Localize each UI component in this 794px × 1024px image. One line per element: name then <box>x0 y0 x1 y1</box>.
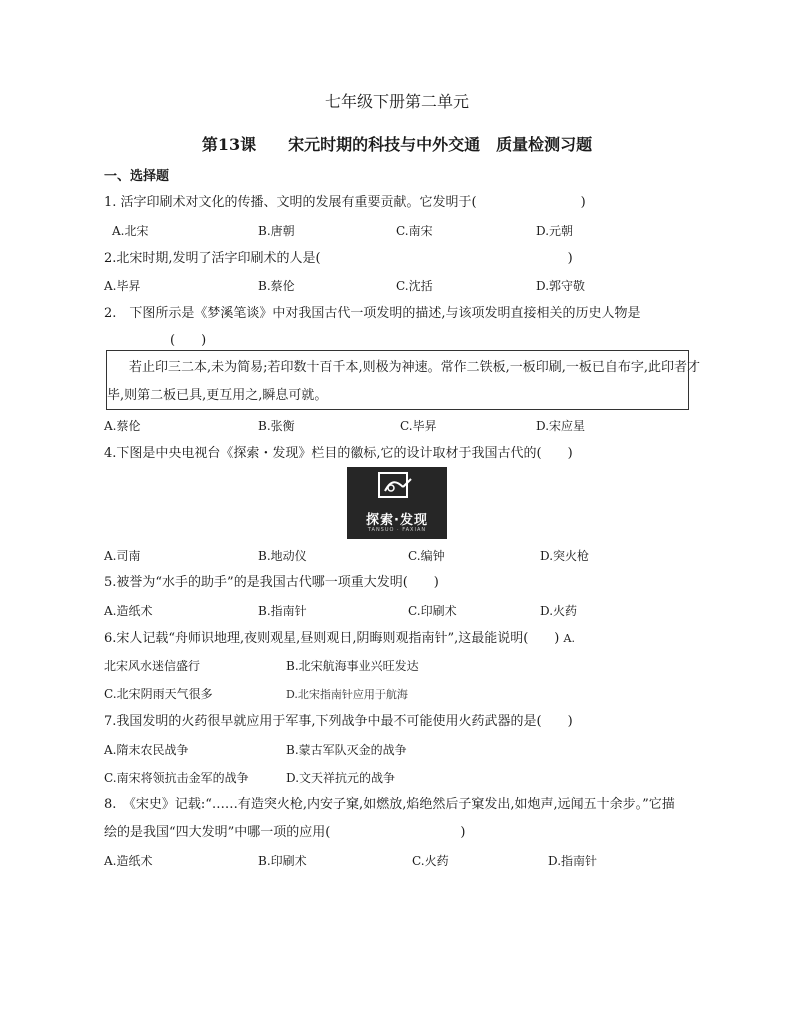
question-5-stem: 5.被誉为“水手的助手”的是我国古代哪一项重大发明( ) <box>104 575 439 590</box>
q3-option-d: D.宋应星 <box>536 419 586 433</box>
q7-option-b: B.蒙古军队灭金的战争 <box>286 743 407 757</box>
q5-option-c: C.印刷术 <box>408 604 457 618</box>
q1-option-b: B.唐朝 <box>258 224 295 238</box>
q4-option-c: C.编钟 <box>408 549 445 563</box>
q2-option-b: B.蔡伦 <box>258 279 295 293</box>
question-3-paren: ( ) <box>170 333 207 348</box>
q4-option-a: A.司南 <box>104 549 141 563</box>
q5-option-a: A.造纸术 <box>104 604 153 618</box>
q6-option-b: B.北宋航海事业兴旺发达 <box>286 659 419 673</box>
question-8-stem-line-2: 绘的是我国“四大发明”中哪一项的应用( ) <box>104 825 466 840</box>
q6-option-c: C.北宋阴雨天气很多 <box>104 687 213 701</box>
q8-option-c: C.火药 <box>412 854 449 868</box>
q7-option-a: A.隋末农民战争 <box>104 743 189 757</box>
question-8-stem-line-1: 8. 《宋史》记载:“……有造突火枪,内安子窠,如燃放,焰绝然后子窠发出,如炮声,远闻五十余步。”它描 <box>104 797 675 812</box>
q2-option-c: C.沈括 <box>396 279 433 293</box>
document-title: 七年级下册第二单元 <box>324 92 469 111</box>
q1-option-d: D.元朝 <box>536 224 574 238</box>
q4-option-d: D.突火枪 <box>540 549 590 563</box>
q4-option-b: B.地动仪 <box>258 549 307 563</box>
q7-option-d: D.文天祥抗元的战争 <box>286 771 396 785</box>
quote-line-1: 若止印三二本,未为简易;若印数十百千本,则极为神速。常作二铁板,一板印刷,一板已自布字,此印者才 <box>129 360 701 375</box>
q1-option-c: C.南宋 <box>396 224 433 238</box>
quote-box <box>106 350 701 410</box>
q6-option-a: 北宋风水迷信盛行 <box>104 659 201 673</box>
q6-option-a-marker: A. <box>563 632 575 645</box>
q1-option-a: A.北宋 <box>112 224 149 238</box>
question-1-stem: 1. 活字印刷术对文化的传播、文明的发展有重要贡献。它发明于( ) <box>104 195 586 210</box>
question-4-stem: 4.下图是中央电视台《探索・发现》栏目的徽标,它的设计取材于我国古代的( ) <box>104 446 573 461</box>
logo-subtext: TANSUO · FAXIAN <box>367 527 427 533</box>
q8-option-b: B.印刷术 <box>258 854 307 868</box>
q3-option-b: B.张衡 <box>258 419 295 433</box>
q5-option-b: B.指南针 <box>258 604 307 618</box>
question-3-stem: 2. 下图所示是《梦溪笔谈》中对我国古代一项发明的描述,与该项发明直接相关的历史人物是 <box>104 306 641 321</box>
q8-option-d: D.指南针 <box>548 854 598 868</box>
q2-option-a: A.毕昇 <box>104 279 141 293</box>
section-heading: 一、选择题 <box>104 169 170 184</box>
logo-title: 探索·发现 <box>366 513 428 528</box>
q5-option-d: D.火药 <box>540 604 578 618</box>
question-7-stem: 7.我国发明的火药很早就应用于军事,下列战争中最不可能使用火药武器的是( ) <box>104 714 573 729</box>
question-6-stem <box>104 631 575 647</box>
quote-line-2: 毕,则第二板已具,更互用之,瞬息可就。 <box>107 388 328 403</box>
q2-option-d: D.郭守敬 <box>536 279 586 293</box>
q6-option-d: D.北宋指南针应用于航海 <box>286 688 408 701</box>
q8-option-a: A.造纸术 <box>104 854 153 868</box>
q3-option-c: C.毕昇 <box>400 419 437 433</box>
lesson-subtitle: 第13课 宋元时期的科技与中外交通 质量检测习题 <box>201 135 593 154</box>
question-6-text: 6.宋人记载“舟师识地理,夜则观星,昼则观日,阴晦则观指南针”,这最能说明( ) <box>104 631 560 646</box>
q7-option-c: C.南宋将领抗击金军的战争 <box>104 771 249 785</box>
question-2-stem: 2.北宋时期,发明了活字印刷术的人是( ) <box>104 251 573 266</box>
q3-option-a: A.蔡伦 <box>104 419 141 433</box>
cctv-tansuo-faxian-logo <box>347 467 447 539</box>
